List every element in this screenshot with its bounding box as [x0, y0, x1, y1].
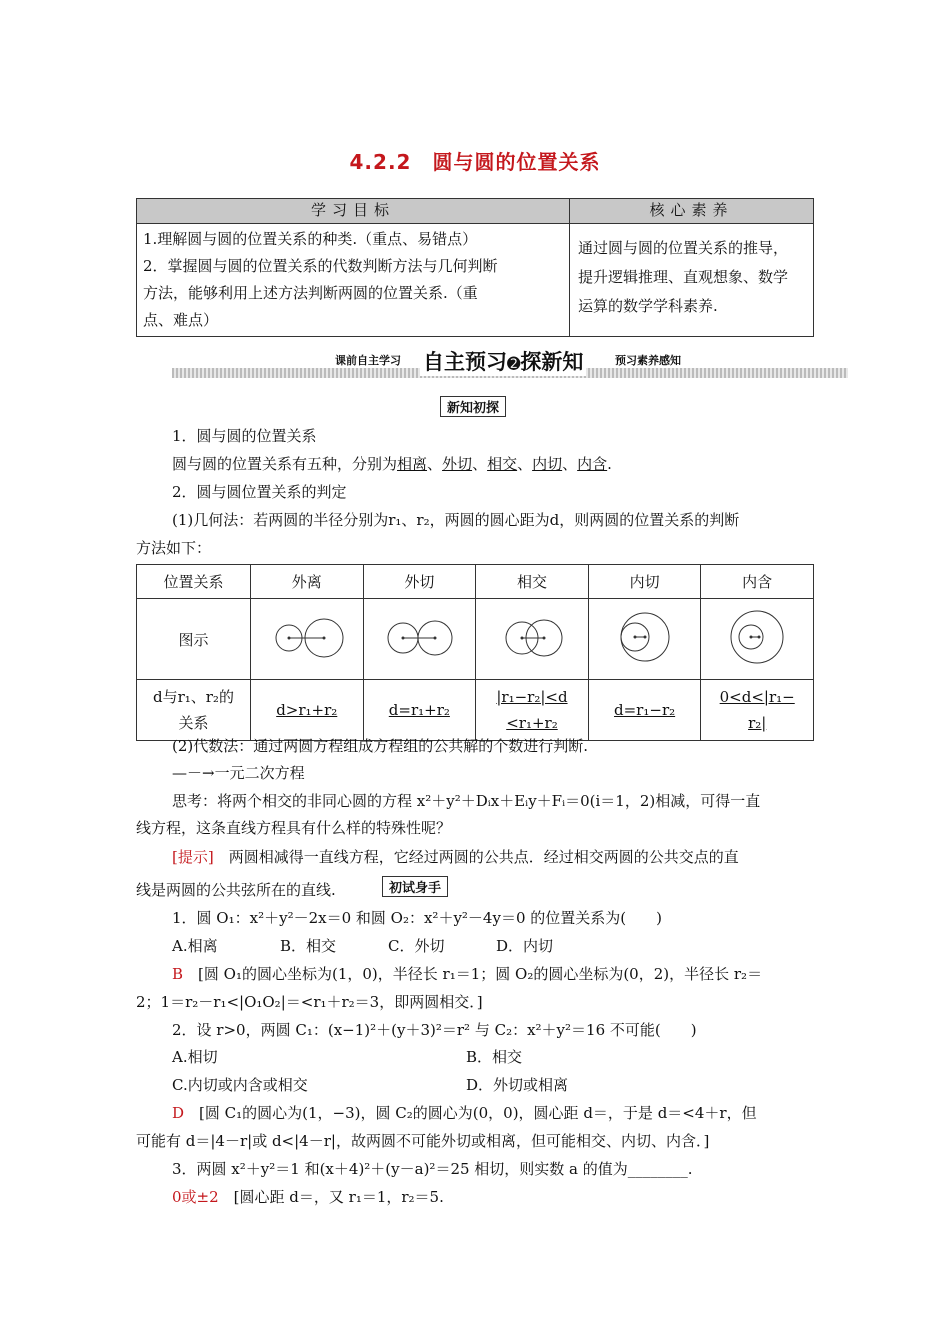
option: D．内切 — [496, 937, 554, 955]
goal-line: 方法，能够利用上述方法判断两圆的位置关系.（重 — [143, 284, 478, 302]
table-corner: 位置关系 — [137, 565, 251, 599]
hint-2: 线是两圆的公共弦所在的直线. — [136, 881, 336, 899]
goals-table — [136, 198, 814, 337]
q2-options-2 — [172, 1071, 568, 1099]
option: D．外切或相离 — [466, 1076, 569, 1094]
goals-header-left: 学习目标 — [137, 199, 570, 224]
q1-options — [172, 932, 553, 960]
end: . — [607, 455, 612, 473]
item-2: 外切 — [442, 455, 473, 473]
page-title: 4.2.2 圆与圆的位置关系 — [349, 150, 601, 174]
goals-header-right: 核心素养 — [570, 199, 814, 224]
think-2: 线方程，这条直线方程具有什么样的特殊性呢？ — [136, 819, 452, 837]
option: A.相切 — [172, 1048, 218, 1066]
sep: 、 — [427, 455, 443, 473]
col-header: 相交 — [476, 565, 589, 599]
diagram-contain — [701, 599, 814, 680]
q1-answer — [172, 960, 852, 988]
banner-main-text: 自主预习 — [423, 350, 507, 374]
s1-text — [172, 450, 852, 478]
literacy-line: 提升逻辑推理、直观想象、数学 — [578, 268, 789, 286]
banner-main-text2: 探新知 — [520, 350, 584, 374]
item-1: 相离 — [397, 455, 428, 473]
diagram-separate — [250, 599, 363, 680]
arrow-icon: ➋ — [507, 354, 521, 373]
rel-text: d=r₁−r₂ — [614, 701, 676, 719]
rel-text: d=r₁+r₂ — [388, 701, 450, 719]
banner-main — [420, 346, 586, 376]
row-rel-label-1: d与r₁、r₂的 — [152, 688, 234, 706]
item-5: 内含 — [577, 455, 608, 473]
goals-right-cell — [570, 224, 814, 337]
option: B．相交 — [280, 937, 337, 955]
position-table — [136, 564, 814, 741]
tag-new-knowledge — [440, 396, 506, 417]
literacy-line: 运算的数学学科素养. — [578, 297, 718, 315]
q3-answer — [172, 1183, 852, 1211]
goal-line: 点、难点） — [143, 311, 219, 329]
option: A.相离 — [172, 937, 218, 955]
q2: 2．设 r>0，两圆 C₁：(x−1)²＋(y＋3)²＝r² 与 C₂：x²＋y²＝16 不可能( ) — [172, 1021, 697, 1039]
banner-right: 预习素养感知 — [612, 352, 684, 368]
col-header: 外离 — [250, 565, 363, 599]
literacy-line: 通过圆与圆的位置关系的推导， — [578, 239, 789, 257]
row-pic-label: 图示 — [137, 599, 251, 680]
tag-try — [382, 876, 448, 897]
sep: 、 — [472, 455, 488, 473]
q3: 3．两圆 x²＋y²＝1 和(x＋4)²＋(y－a)²＝25 相切，则实数 a 的值为________. — [172, 1160, 693, 1178]
rel-text: r₂| — [748, 714, 767, 732]
answer-letter: D — [172, 1104, 185, 1122]
rel-text: |r₁−r₂|<d — [496, 688, 568, 706]
sep: 、 — [517, 455, 533, 473]
row-rel-label-2: 关系 — [178, 714, 209, 732]
hint-1 — [172, 843, 852, 871]
explain: [圆 O₁的圆心坐标为(1，0)，半径长 r₁＝1；圆 O₂的圆心坐标为(0，2)，半径长 r₂＝ — [183, 965, 763, 983]
s2-geo-2: 方法如下： — [136, 539, 212, 557]
diagram-internal-tangent — [588, 599, 701, 680]
s1-pre: 圆与圆的位置关系有五种，分别为 — [172, 455, 398, 473]
answer-letter: B — [172, 965, 184, 983]
goal-line: 2．掌握圆与圆的位置关系的代数判断方法与几何判断 — [143, 257, 498, 275]
col-header: 内含 — [701, 565, 814, 599]
algebra-method: (2)代数法：通过两圆方程组成方程组的公共解的个数进行判断. — [172, 737, 589, 755]
diagram-intersect — [476, 599, 589, 680]
sep: 、 — [562, 455, 578, 473]
option: C.内切或内含或相交 — [172, 1076, 308, 1094]
col-header: 外切 — [363, 565, 476, 599]
goals-left-cell — [137, 224, 570, 337]
s2-geo-1: (1)几何法：若两圆的半径分别为r₁、r₂，两圆的圆心距为d，则两圆的位置关系的判断 — [172, 511, 740, 529]
item-3: 相交 — [487, 455, 518, 473]
option: B．相交 — [466, 1048, 523, 1066]
explain: [圆 C₁的圆心为(1，−3)，圆 C₂的圆心为(0，0)，圆心距 d＝，于是 d＝<4＋r，但 — [184, 1104, 757, 1122]
goal-line: 1.理解圆与圆的位置关系的种类.（重点、易错点） — [143, 230, 478, 248]
tag-label: 新知初探 — [440, 396, 506, 417]
algebra-arrow: —－→一元二次方程 — [172, 764, 305, 782]
q1-explain-2: 2；1＝r₂－r₁<|O₁O₂|＝<r₁＋r₂＝3，即两圆相交．] — [136, 993, 483, 1011]
explain: [圆心距 d＝，又 r₁＝1，r₂＝5. — [218, 1188, 444, 1206]
hint-label: [提示] — [172, 848, 214, 866]
section-banner — [172, 346, 848, 380]
answer-value: 0或±2 — [172, 1188, 219, 1206]
item-4: 内切 — [532, 455, 563, 473]
rel-text: d>r₁+r₂ — [276, 701, 338, 719]
s1-title: 1．圆与圆的位置关系 — [172, 427, 317, 445]
q2-options-1 — [172, 1043, 522, 1071]
option: C．外切 — [388, 937, 445, 955]
q2-answer — [172, 1099, 852, 1127]
hint-text: 两圆相减得一直线方程，它经过两圆的公共点．经过相交两圆的公共交点的直 — [213, 848, 739, 866]
q1: 1．圆 O₁：x²＋y²－2x＝0 和圆 O₂：x²＋y²－4y＝0 的位置关系为( ) — [172, 909, 662, 927]
diagram-external-tangent — [363, 599, 476, 680]
col-header: 内切 — [588, 565, 701, 599]
rel-text: <r₁+r₂ — [506, 714, 558, 732]
think-1: 思考：将两个相交的非同心圆的方程 x²＋y²＋Dᵢx＋Eᵢy＋Fᵢ＝0(i＝1，2)相减，可得一直 — [172, 792, 761, 810]
banner-left: 课前自主学习 — [332, 352, 404, 368]
s2-title: 2．圆与圆位置关系的判定 — [172, 483, 347, 501]
q2-explain-2: 可能有 d＝|4－r|或 d<|4－r|，故两圆不可能外切或相离，但可能相交、内切、内含．] — [136, 1132, 710, 1150]
tag-label: 初试身手 — [382, 876, 448, 897]
rel-text: 0<d<|r₁− — [719, 688, 795, 706]
